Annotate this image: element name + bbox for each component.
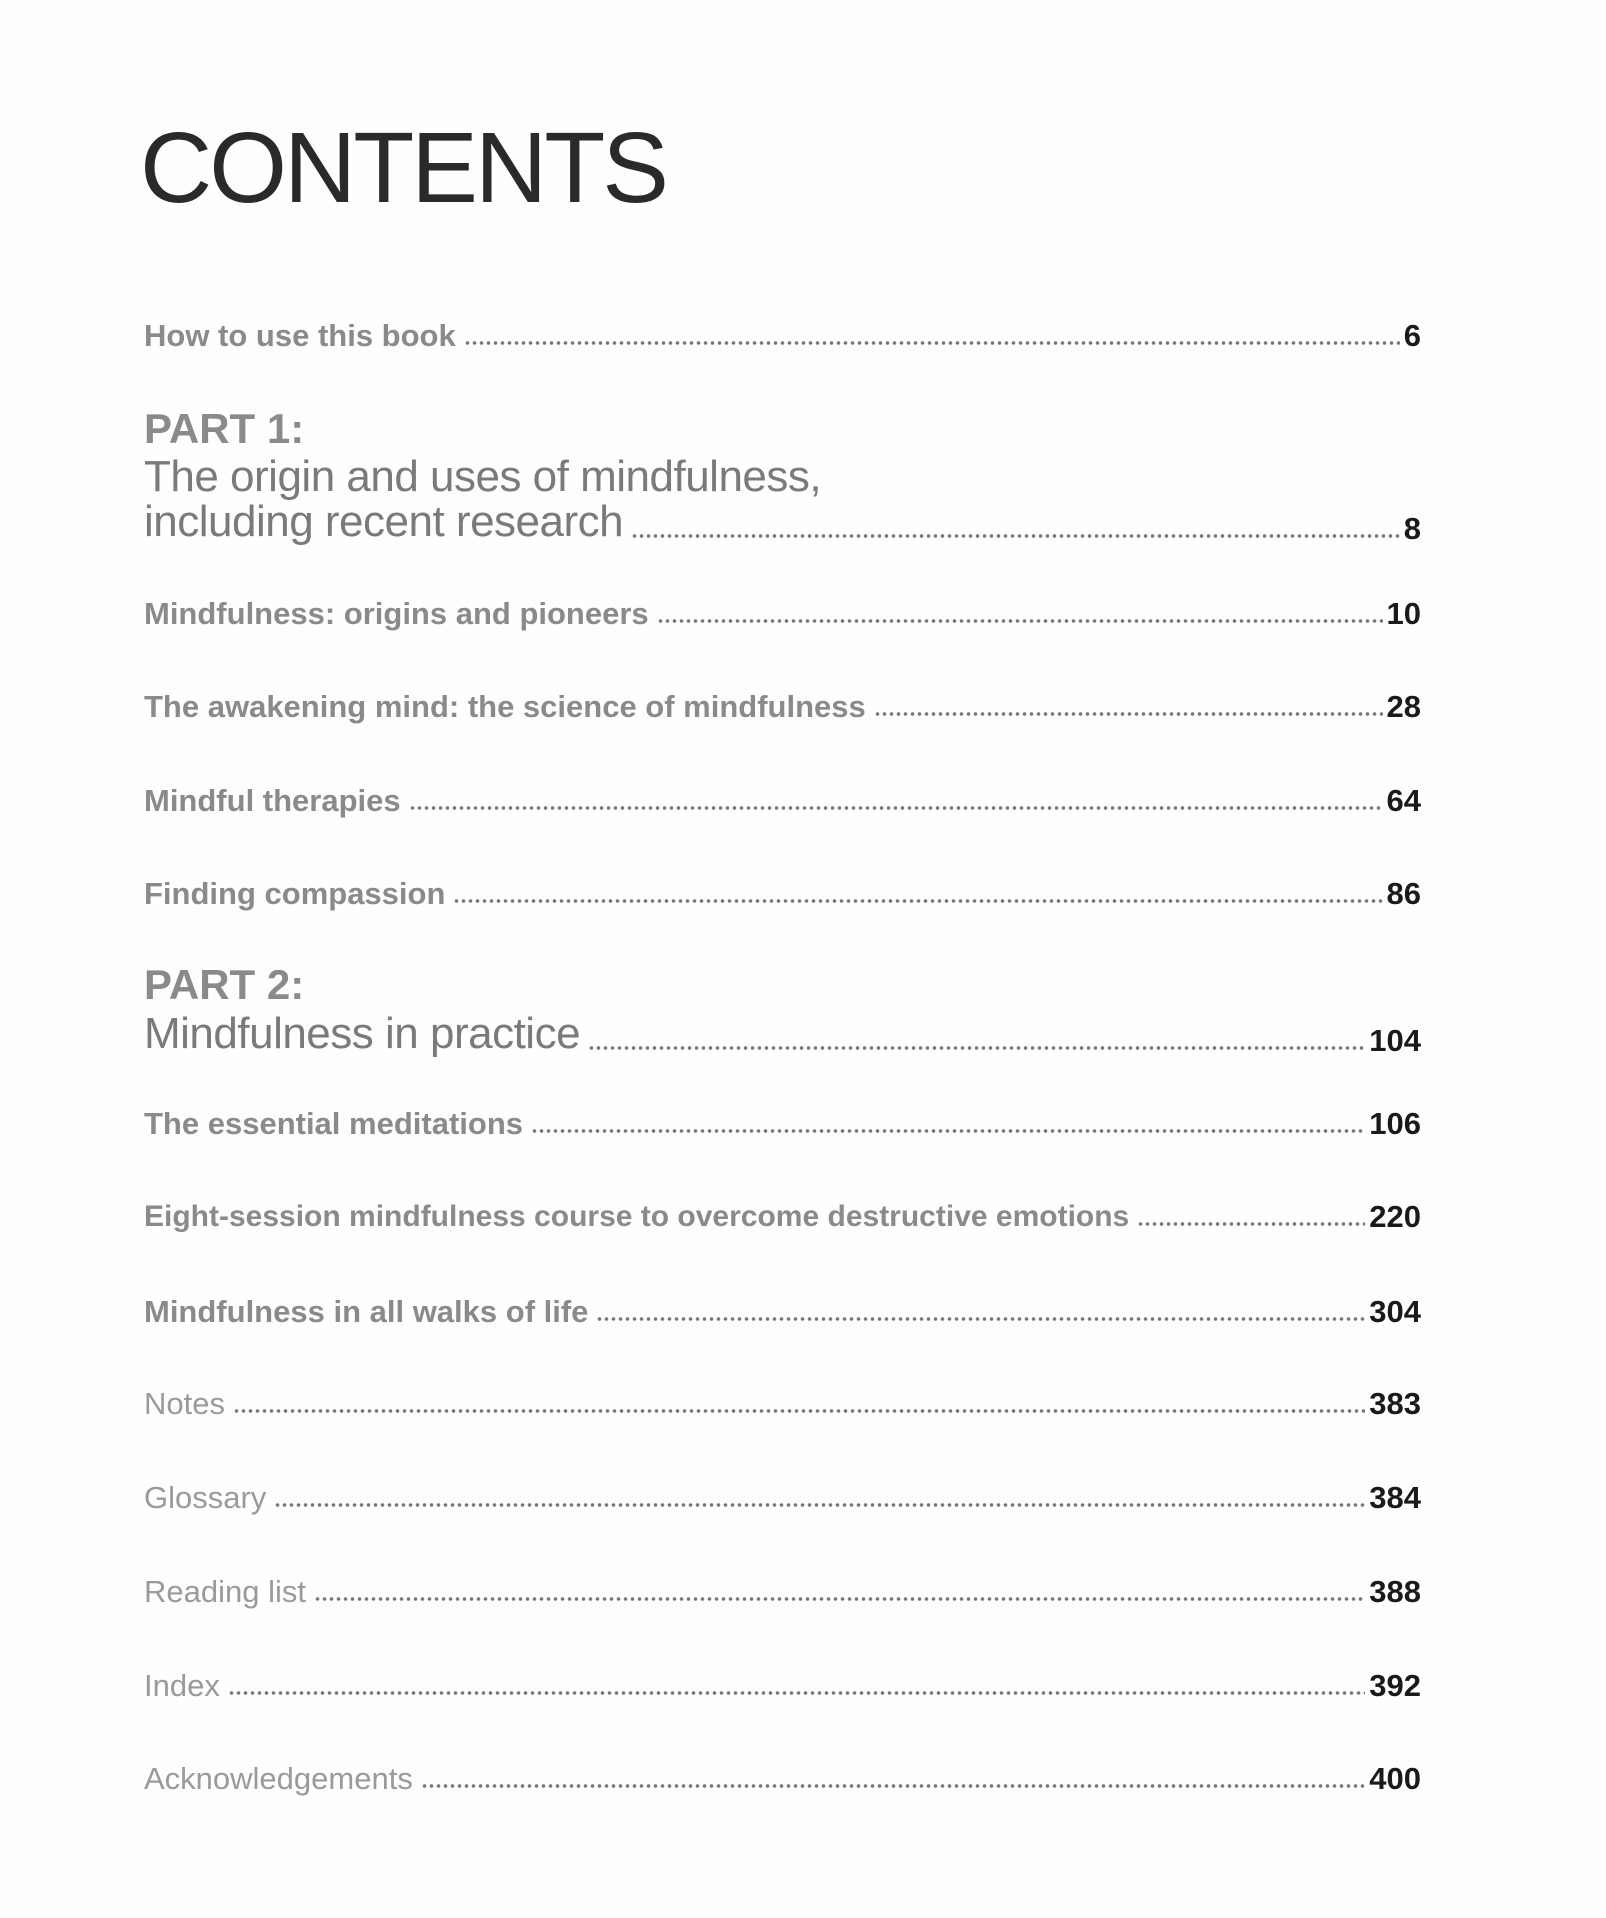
dot-leader [274,1502,1365,1508]
dot-leader [314,1596,1365,1602]
dot-leader [421,1783,1365,1789]
toc-entry-label: Mindfulness in all walks of life [144,1294,589,1329]
toc-entry[interactable] [144,598,1421,629]
toc-entry-label: Notes [144,1386,225,1421]
dot-leader [453,898,1382,904]
toc-entry-page: 8 [1403,511,1421,546]
toc-entry[interactable] [144,1009,1421,1058]
toc-entry-page: 220 [1369,1199,1421,1234]
toc-entry[interactable] [144,691,1421,722]
part-subtitle: The origin and uses of mindfulness, [144,452,822,501]
dot-leader [233,1408,1365,1414]
toc-entry[interactable] [144,320,1421,351]
dot-leader [464,340,1400,346]
toc-entry-page: 392 [1369,1668,1421,1703]
toc-entry[interactable] [144,1670,1421,1701]
toc-entry-page: 86 [1386,876,1421,911]
toc-entry[interactable] [144,1576,1421,1607]
part-heading: PART 1: [144,405,305,452]
toc-entry-page: 384 [1369,1480,1421,1515]
dot-leader [596,1316,1365,1322]
page-title: CONTENTS [140,112,666,224]
toc-entry-label: Reading list [144,1574,306,1609]
part-subtitle: including recent research [144,497,624,546]
toc-entry[interactable] [144,497,1421,546]
toc-entry-label: Finding compassion [144,876,446,911]
toc-entry-label: Mindfulness: origins and pioneers [144,596,649,631]
toc-entry-page: 383 [1369,1386,1421,1421]
dot-leader [657,618,1383,624]
toc-entry-page: 106 [1369,1106,1421,1141]
dot-leader [588,1045,1365,1051]
toc-entry-label: How to use this book [144,318,456,353]
toc-entry-label: The essential meditations [144,1106,523,1141]
toc-entry[interactable] [144,1201,1421,1232]
dot-leader [531,1128,1365,1134]
toc-entry-page: 10 [1386,596,1421,631]
toc-entry[interactable] [144,1108,1421,1139]
toc-entry-label: Eight-session mindfulness course to overcome destructive emotions [144,1200,1130,1233]
toc-entry-page: 400 [1369,1761,1421,1796]
toc-entry-label: Index [144,1668,220,1703]
toc-entry-label: Glossary [144,1480,267,1515]
toc-entry-page: 6 [1403,318,1421,353]
toc-entry-page: 304 [1369,1294,1421,1329]
dot-leader [631,533,1400,539]
dot-leader [874,711,1383,717]
dot-leader [409,805,1383,811]
toc-entry[interactable] [144,1388,1421,1419]
dot-leader [228,1690,1365,1696]
toc-entry[interactable] [144,1763,1421,1794]
toc-entry-label: Acknowledgements [144,1761,413,1796]
part-heading: PART 2: [144,961,305,1008]
toc-entry-label: The awakening mind: the science of mindfulness [144,689,866,724]
toc-entry[interactable] [144,1296,1421,1327]
toc-entry-page: 28 [1386,689,1421,724]
toc-entry[interactable] [144,878,1421,909]
part-subtitle: Mindfulness in practice [144,1009,581,1058]
dot-leader [1137,1221,1365,1227]
toc-entry-label: Mindful therapies [144,783,401,818]
toc-entry-page: 64 [1386,783,1421,818]
toc-entry-page: 104 [1369,1023,1421,1058]
toc-entry[interactable] [144,785,1421,816]
toc-entry-page: 388 [1369,1574,1421,1609]
toc-entry[interactable] [144,1482,1421,1513]
